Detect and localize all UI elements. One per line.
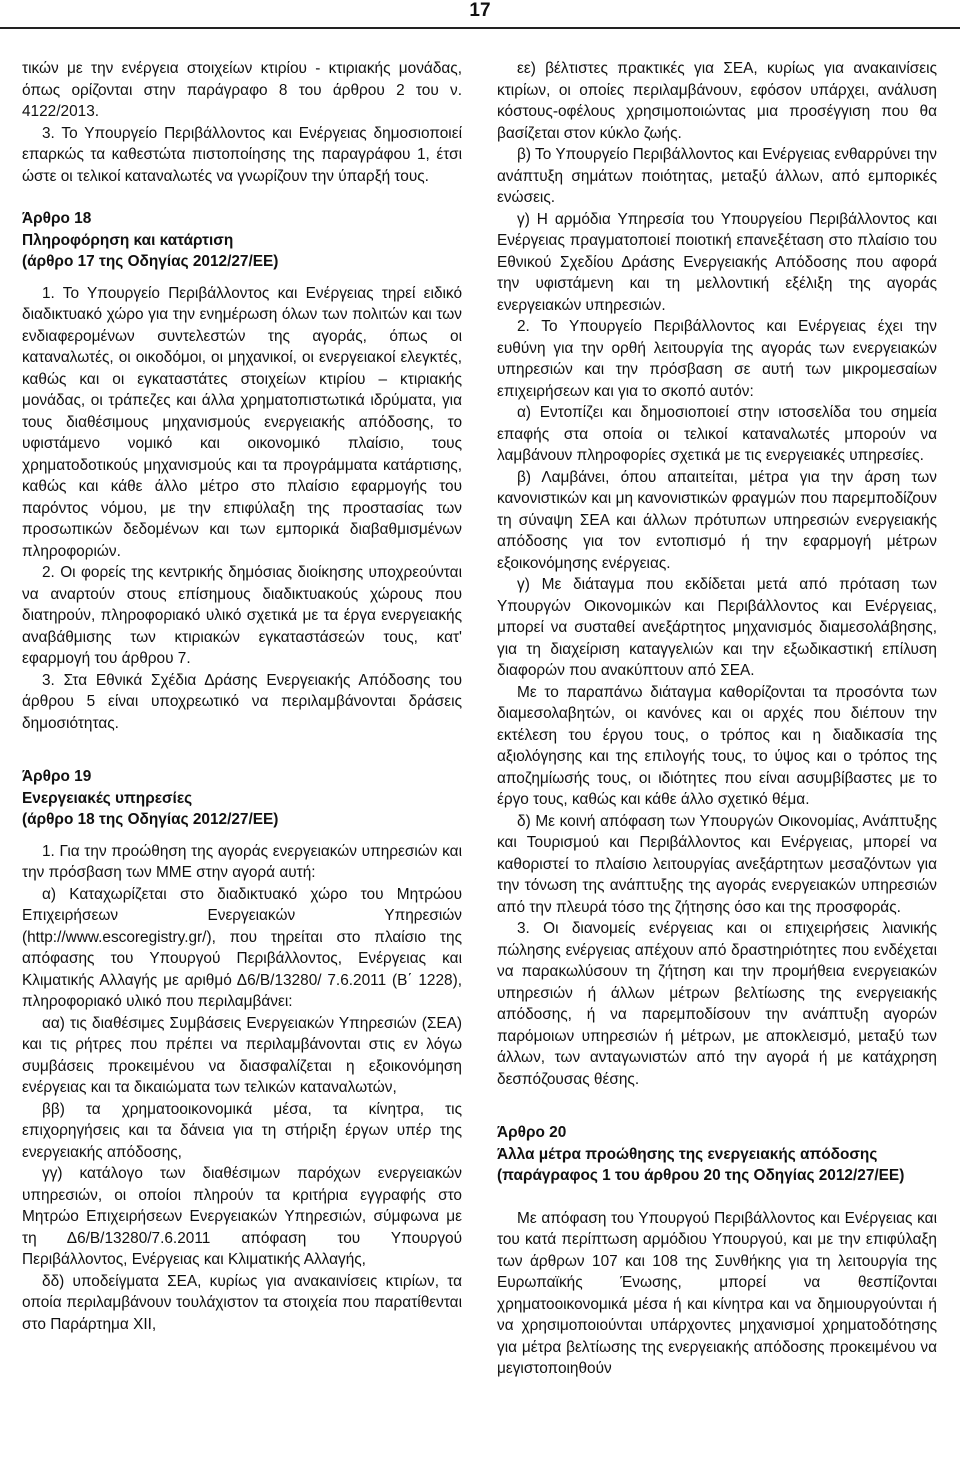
header-rule — [0, 27, 960, 29]
article-19-paragraph-1: 1. Για την προώθηση της αγοράς ενεργειακών υπηρεσιών και την πρόσβαση των ΜΜΕ στην αγορά αυτή: — [22, 842, 462, 881]
article-19-paragraph-2-a: α) Εντοπίζει και δημοσιοποιεί στην ιστοσελίδα του σημεία επαφής στα οποία οι τελικοί καταναλωτές μπορούν να λαμβάνουν πληροφορίες σχετικά με τις ενεργειακές υπηρεσίες. — [497, 404, 937, 464]
paragraph-intro-continued: τικών με την ενέργεια στοιχείων κτιρίου - κτιριακής μονάδας, όπως ορίζονται στην παράγραφο 8 του άρθρου 2 του ν. 4122/2013. — [22, 60, 462, 120]
article-19-item-dd: δδ) υποδείγματα ΣΕΑ, κυρίως για ανακαινίσεις κτιρίων, τα οποία περιλαμβάνουν τουλάχιστον τα στοιχεία που παρατίθενται στο Παράρτημα XII, — [22, 1272, 462, 1333]
article-19-item-a: α) Καταχωρίζεται στο διαδικτυακό χώρο του Μητρώου Επιχειρήσεων Ενεργειακών Υπηρεσιών (http://www.escoregistry.gr/), που τηρείται στο πλαίσιο της απόφασης του Υπουργού Περιβάλλοντος, Ενέργειας και Κλιματικής Αλλαγής με αριθμό Δ6/Β/13280/ 7.6.2011 (Β΄ 1228), πληροφοριακό υλικό που περιλαμβάνει: — [22, 885, 462, 1010]
article-18-title: Άρθρο 18 — [22, 210, 92, 227]
article-20-subtitle: Άλλα μέτρα προώθησης της ενεργειακής απόδοσης — [497, 1145, 878, 1163]
article-19-title: Άρθρο 19 — [22, 768, 92, 785]
article-19-paragraph-3: 3. Οι διανομείς ενέργειας και οι επιχειρήσεις λιανικής πώλησης ενέργειας απέχουν από δραστηριότητες που ενδέχεται να παρακωλύσουν τη ζήτηση και την προμήθεια ενεργειακών υπηρεσιών ή άλλων μέτρων βελτίωσης της ενεργειακής απόδοσης, ή να παρεμποδίσουν την ανάπτυξη αγορών παρόμοιων υπηρεσιών ή μέτρων, με αποκλεισμό, μεταξύ των άλλων, των ανταγωνιστών από την αγορά ή με κατάχρηση δεσπόζουσας θέσης. — [497, 920, 937, 1088]
article-19-paragraph-2-d: δ) Με κοινή απόφαση των Υπουργών Οικονομίας, Ανάπτυξης και Τουρισμού και Περιβάλλοντος και Ενέργειας, μπορεί να καθοριστεί το πλαίσιο λειτουργίας ανεξάρτητων μεσαζόντων για την τόνωση της ανάπτυξης της αγοράς ενεργειακών υπηρεσιών από την πλευρά τόσο της ζήτησης όσο και της προσφοράς. — [497, 812, 937, 916]
article-18-paragraph-3: 3. Στα Εθνικά Σχέδια Δράσης Ενεργειακής Απόδοσης του άρθρου 5 είναι υποχρεωτικό να περιλαμβάνονται δράσεις δημοσιότητας. — [22, 671, 462, 732]
page-number: 17 — [469, 0, 491, 21]
article-19-paragraph-2-b: β) Λαμβάνει, όπου απαιτείται, μέτρα για την άρση των κανονιστικών και μη κανονιστικών φραγμών που παρεμποδίζουν τη σύναψη ΣΕΑ και άλλων πρότυπων υπηρεσιών ενεργειακής απόδοσης για τον εντοπισμό ή την εφαρμογή μέτρων εξοικονόμησης ενέργειας. — [497, 468, 937, 572]
article-19-subtitle: Ενεργειακές υπηρεσίες — [22, 789, 193, 807]
article-18-reference: (άρθρο 17 της Οδηγίας 2012/27/ΕΕ) — [22, 253, 279, 270]
article-19-paragraph-2: 2. Το Υπουργείο Περιβάλλοντος και Ενέργειας έχει την ευθύνη για την ορθή λειτουργία της αγοράς των ενεργειακών υπηρεσιών και την πρόσβαση σε αυτή των μικρομεσαίων επιχειρήσεων και για το σκοπό αυτόν: — [497, 318, 937, 400]
article-19-item-b: β) Το Υπουργείο Περιβάλλοντος και Ενέργειας ενθαρρύνει την ανάπτυξη σημάτων ποιότητας, μεταξύ άλλων, από εμπορικές ενώσεις. — [497, 146, 937, 206]
article-20-paragraph-1: Με απόφαση του Υπουργού Περιβάλλοντος και Ενέργειας και του κατά περίπτωση αρμόδιου Υπουργού, και με την επιφύλαξη των άρθρων 107 και 108 της Συνθήκης για τη λειτουργία της Ευρωπαϊκής Ένωσης, μπορεί να θεσπίζονται χρηματοοικονομικά μέσα ή και κίνητρα και να δημιουργούνται ή να χρησιμοποιούνται υπάρχοντες μηχανισμοί χρηματοδότησης για μέτρα βελτίωσης της ενεργειακής απόδοσης προκειμένου να μεγιστοποιηθούν — [497, 1209, 937, 1377]
article-19-item-gg: γγ) κατάλογο των διαθέσιμων παρόχων ενεργειακών υπηρεσιών, οι οποίοι πληρούν τα κριτήρια εγγραφής στο Μητρώο Επιχειρήσεων Ενεργειακών Υπηρεσιών, σύμφωνα με τη Δ6/Β/13280/7.6.2011 απόφαση του Υπουργού Περιβάλλοντος, Ενέργειας και Κλιματικής Αλλαγής, — [22, 1165, 462, 1268]
article-19-paragraph-2-g-cont: Με το παραπάνω διάταγμα καθορίζονται τα προσόντα των διαμεσολαβητών, οι κανόνες και οι αρχές που διέπουν την εκτέλεση του έργου τους, ο τρόπος και η διαδικασία της αξιολόγησης και της επιλογής τους, το ύψος και ο τρόπος της αποζημίωσής τους, οι ιδιότητες που είναι ασυμβίβαστες με το έργο τους, καθώς και κάθε άλλο σχετικό θέμα. — [497, 683, 937, 808]
article-20-reference: (παράγραφος 1 του άρθρου 20 της Οδηγίας 2012/27/ΕΕ) — [497, 1167, 905, 1184]
right-column — [497, 58, 937, 1380]
article-18-subtitle: Πληροφόρηση και κατάρτιση — [22, 231, 234, 249]
article-19-item-aa: αα) τις διαθέσιμες Συμβάσεις Ενεργειακών Υπηρεσιών (ΣΕΑ) και τις ρήτρες που πρέπει να περιλαμβάνονται στις εν λόγω συμβάσεις προκειμένου να διασφαλίζεται η εξοικονόμηση ενέργειας και τα δικαιώματα των τελικών καταναλωτών, — [22, 1014, 462, 1096]
article-18-paragraph-1: 1. Το Υπουργείο Περιβάλλοντος και Ενέργειας τηρεί ειδικό διαδικτυακό χώρο για την ενημέρωση όλων των πολιτών και των ενδιαφερομένων συντελεστών της αγοράς, όπως οι καταναλωτές, οι οικοδόμοι, οι μηχανικοί, οι ενεργειακοί ελεγκτές, καθώς και οι εγκαταστάτες στοιχείων κτιρίου – κτιριακής μονάδας, οι τράπεζες και άλλα χρηματοπιστωτικά ιδρύματα, για τους διαθέσιμους μηχανισμούς ενεργειακής απόδοσης, το υφιστάμενο νομικό και οικονομικό πλαίσιο, τους χρηματοδοτικούς μηχανισμούς και τα προγράμματα κατάρτισης, καθώς και κάθε άλλο μέτρο στο πλαίσιο εφαρμογής του παρόντος νόμου, με την επιφύλαξη της προστασίας των προσωπικών δεδομένων και των εμπορικά διαβαθμισμένων πληροφοριών. — [22, 284, 462, 560]
left-column — [22, 58, 462, 1335]
article-19-item-bb: ββ) τα χρηματοοικονομικά μέσα, τα κίνητρα, τις επιχορηγήσεις και τα δάνεια για τη στήριξη έργων υπέρ της ενεργειακής απόδοσης, — [22, 1100, 462, 1161]
paragraph-3-certification: 3. Το Υπουργείο Περιβάλλοντος και Ενέργειας δημοσιοποιεί επαρκώς τα καθεστώτα πιστοποίησης της παραγράφου 1, έτσι ώστε οι τελικοί καταναλωτές να γνωρίζουν την ύπαρξή τους. — [22, 124, 462, 185]
article-18-paragraph-2: 2. Οι φορείς της κεντρικής δημόσιας διοίκησης υποχρεούνται να αναρτούν στους επίσημους διαδικτυακούς χώρους που διατηρούν, πληροφοριακό υλικό σχετικά με τα έργα ενεργειακής αναβάθμισης των κτιριακών εγκαταστάσεών τους, κατ' εφαρμογή του άρθρου 7. — [22, 564, 462, 667]
article-20-title: Άρθρο 20 — [497, 1124, 567, 1141]
article-19-paragraph-2-g: γ) Με διάταγμα που εκδίδεται μετά από πρόταση των Υπουργών Οικονομικών και Περιβάλλοντος και Ενέργειας, μπορεί να συσταθεί ανεξάρτητος μηχανισμός διαμεσολάβησης, για τη διαχείριση καταγγελιών και την εξωδικαστική επίλυση διαφορών που ανακύπτουν από ΣΕΑ. — [497, 576, 937, 679]
article-19-reference: (άρθρο 18 της Οδηγίας 2012/27/ΕΕ) — [22, 811, 279, 828]
article-19-item-ee: εε) βέλτιστες πρακτικές για ΣΕΑ, κυρίως για ανακαινίσεις κτιρίων, οι οποίες περιλαμβάνουν, εφόσον υπάρχει, ανάλυση κόστους-οφέλους χρησιμοποιώντας μια προσέγγιση που θα βασίζεται στον κύκλο ζωής. — [497, 60, 937, 142]
article-19-item-g: γ) Η αρμόδια Υπηρεσία του Υπουργείου Περιβάλλοντος και Ενέργειας πραγματοποιεί ποιοτική επανεξέταση στο πλαίσιο του Εθνικού Σχεδίου Δράσης Ενεργειακής Απόδοσης που αφορά την υφιστάμενη και τη μελλοντική εξέλιξη της αγοράς ενεργειακών υπηρεσιών. — [497, 210, 937, 314]
